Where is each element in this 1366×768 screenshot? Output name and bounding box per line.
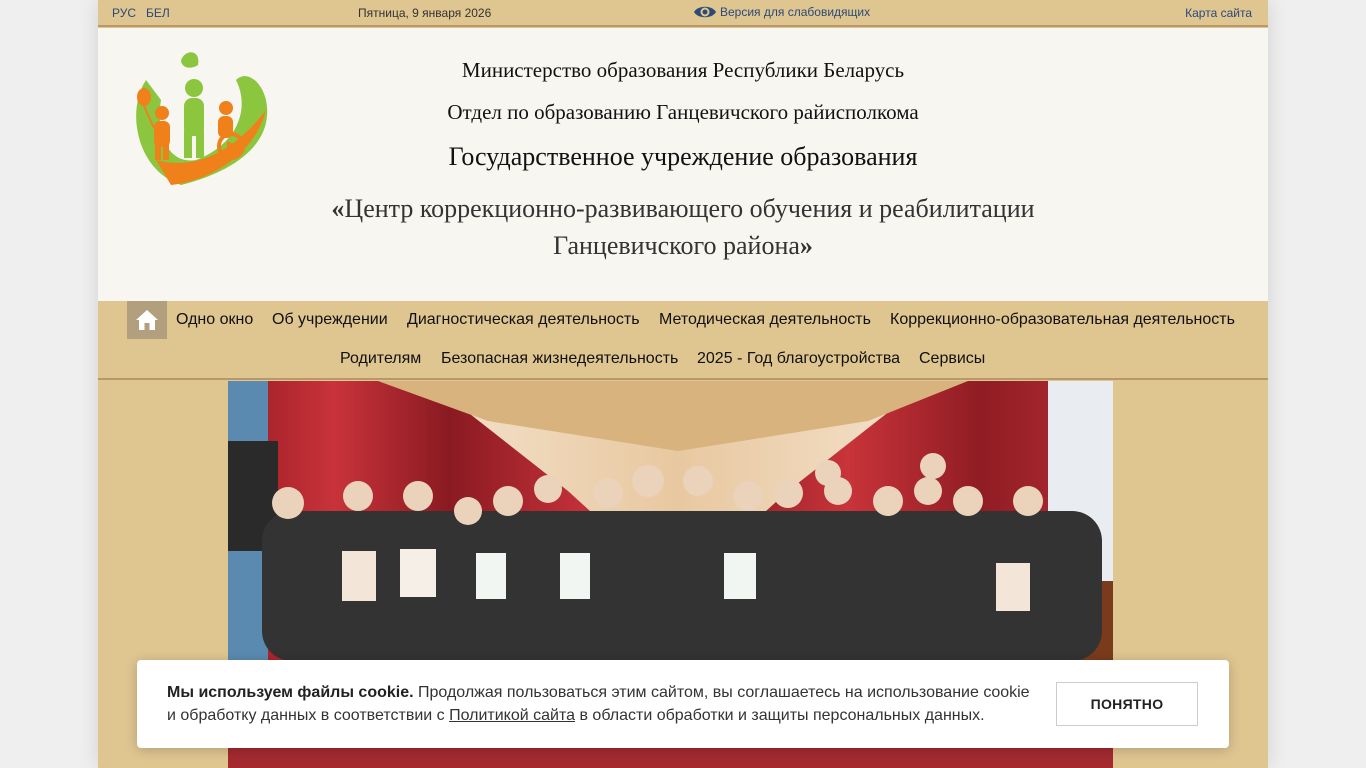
nav-item-one-window[interactable]: Одно окно: [176, 311, 254, 328]
cookie-title: Мы используем файлы cookie.: [167, 684, 414, 701]
low-vision-link[interactable]: [693, 3, 870, 21]
nav-item-year-2025[interactable]: 2025 - Год благоустройства: [697, 350, 901, 367]
nav-item-diagnostics[interactable]: Диагностическая деятельность: [407, 311, 640, 328]
home-button[interactable]: [127, 301, 167, 339]
cookie-text-part2: в области обработки и защиты персональных данных.: [575, 707, 985, 724]
nav-item-about[interactable]: Об учреждении: [272, 311, 388, 328]
quote-open: «: [331, 194, 345, 223]
nav-item-services[interactable]: Сервисы: [919, 350, 986, 367]
nav-item-safety[interactable]: Безопасная жизнедеятельность: [441, 350, 679, 367]
ministry-line: Министерство образования Республики Беларусь: [461, 58, 905, 82]
quote-close: »: [799, 231, 813, 260]
home-icon: [135, 309, 159, 331]
nav-item-correctional[interactable]: Коррекционно-образовательная деятельность: [890, 311, 1235, 328]
institution-type-line: Государственное учреждение образования: [448, 142, 918, 171]
main-nav: [98, 301, 1268, 380]
nav-item-methodical[interactable]: Методическая деятельность: [659, 311, 871, 328]
lang-by-link[interactable]: БЕЛ: [146, 6, 170, 20]
low-vision-label: Версия для слабовидящих: [720, 5, 871, 19]
eye-icon: [693, 3, 717, 21]
institution-name-part1: Центр коррекционно-развивающего обучения и реабилитации: [344, 194, 1035, 223]
cookie-accept-button[interactable]: ПОНЯТНО: [1056, 682, 1198, 726]
institution-name-part2: Ганцевичского района: [553, 231, 800, 260]
sitemap-link[interactable]: Карта сайта: [1185, 6, 1252, 20]
lang-ru-link[interactable]: РУС: [112, 6, 137, 20]
department-line: Отдел по образованию Ганцевичского райисполкома: [447, 100, 919, 124]
cookie-text: [167, 681, 1037, 727]
current-date: Пятница, 9 января 2026: [358, 6, 492, 20]
institution-name: [98, 190, 1268, 264]
top-bar: [98, 0, 1268, 27]
cookie-banner: [137, 660, 1229, 748]
site-header: [98, 28, 1268, 301]
page: [98, 0, 1268, 768]
cookie-text-part1: Продолжая пользоваться этим сайтом, вы соглашаетесь на использование cookie и обработку данных в соответствии с: [167, 684, 1030, 724]
privacy-policy-link[interactable]: Политикой сайта: [449, 707, 576, 724]
nav-item-parents[interactable]: Родителям: [340, 350, 422, 367]
